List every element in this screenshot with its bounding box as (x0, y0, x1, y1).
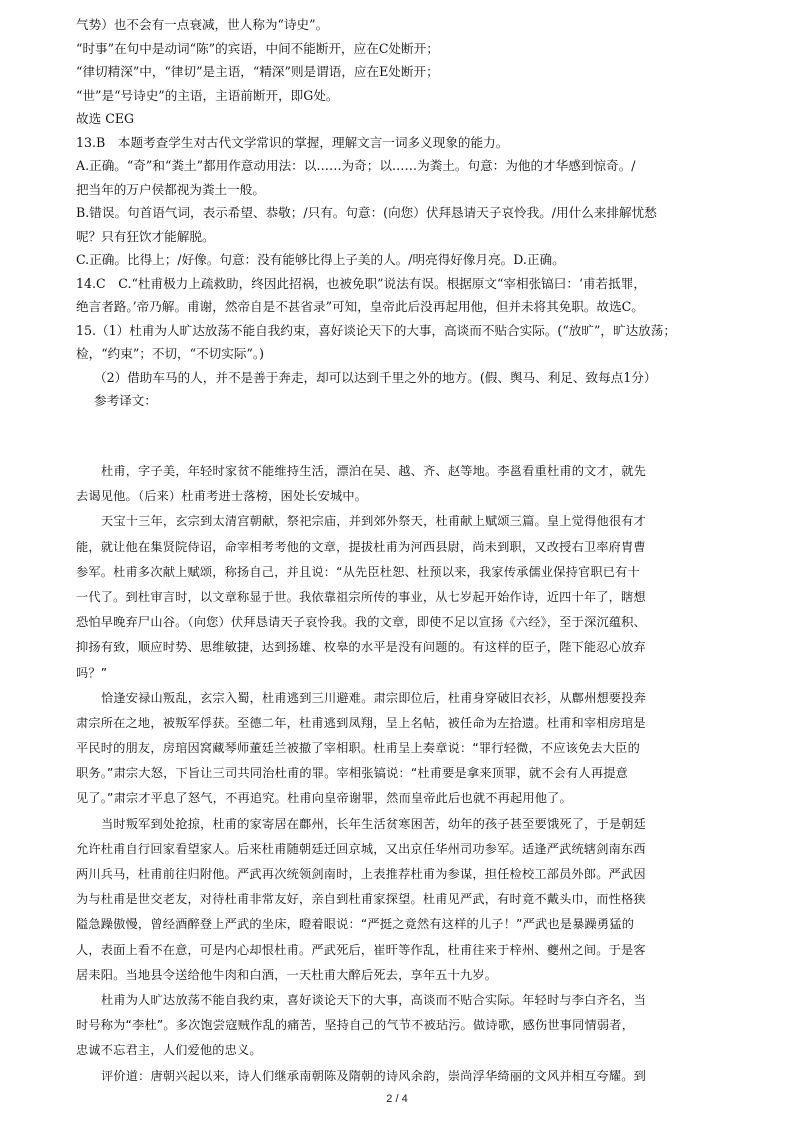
answer-line: 呢？只有狂饮才能解脱。 (76, 228, 215, 244)
translation-line: 为与杜甫是世交老友，对待杜甫非常友好，亲自到杜甫家探望。杜甫见严武，有时竟不戴头巾，而性格狭 (76, 892, 646, 907)
translation-line: 平民时的朋友，房琯因窝藏琴师董廷兰被撤了宰相职。杜甫呈上奏章说：“罪行轻微，不应该免去大臣的 (76, 741, 640, 756)
answer-line: C.正确。比得上；/好像。句意：没有能够比得上子美的人。/明亮得好像月亮。D.正确。 (76, 252, 565, 267)
translation-line: 评价道：唐朝兴起以来，诗人们继承南朝陈及隋朝的诗风余韵，崇尚浮华绮丽的文风并相互夸耀。到 (101, 1068, 647, 1083)
answer-line: 绝言者路。’帝乃解。甫谢，然帝自是不甚省录”可知，皇帝此后没再起用他，但并未将其免职。故选C。 (76, 299, 644, 314)
translation-line: 抑扬有致，顺应时势、思维敏捷，达到扬雄、枚皋的水平是没有问题的。有这样的臣子，陛下能忍心放弃 (76, 640, 646, 655)
translation-line: 隘急躁傲慢，曾经酒醉登上严武的坐床，瞪着眼说：“严挺之竟然有这样的儿子！”严武也是暴躁勇猛的 (76, 917, 635, 932)
translation-line: 居耒阳。当地县令送给他牛肉和白酒，一天杜甫大醉后死去，享年五十九岁。 (76, 967, 498, 982)
translation-line: 见了。”肃宗才平息了怒气，不再追究。杜甫向皇帝谢罪，然而皇帝此后也就不再起用他了。 (76, 791, 572, 806)
translation-line: 杜甫为人旷达放荡不能自我约束，喜好谈论天下的大事，高谈而不贴合实际。年轻时与李白齐名，当 (101, 992, 647, 1007)
answer-line: B.错误。句首语气词，表示希望、恭敬；/只有。句意：(向您）伏拜恳请天子哀怜我。/用什么来排解忧愁 (76, 205, 657, 220)
answer-line: 15.（1）杜甫为人旷达放荡不能自我约束，喜好谈论天下的大事，高谈而不贴合实际。(“放旷”，旷达放荡； (76, 322, 676, 338)
translation-line: 两川兵马，杜甫前往归附他。严武再次统领剑南时，上表推荐杜甫为参谋，担任检校工部员外郎。严武因 (76, 867, 646, 881)
translation-line: 杜甫，字子美，年轻时家贫不能维持生活，漂泊在吴、越、齐、赵等地。李邕看重杜甫的文才，就先 (101, 464, 647, 478)
translation-line: 恰逢安禄山叛乱，玄宗入蜀，杜甫逃到三川避难。肃宗即位后，杜甫身穿破旧衣衫，从鄜州想要投奔 (101, 690, 647, 705)
translation-line: 去谒见他。（后来）杜甫考进士落榜，困处长安城中。 (76, 489, 368, 504)
translation-line: 吗？” (76, 665, 108, 680)
answer-line: 13.B 本题考查学生对古代文学常识的掌握，理解文言一词多义现象的能力。 (76, 134, 509, 150)
answer-line: （2）借助车马的人，并不是善于奔走，却可以达到千里之外的地方。(假、舆马、利足、致每点1分） (94, 369, 657, 385)
answer-line: 检，“约束”；不切，“不切实际”。) (76, 346, 265, 361)
answer-line: 参考译文： (94, 393, 157, 408)
page-number: 2 / 4 (386, 1093, 408, 1105)
translation-line: 允许杜甫自行回家看望家人。后来杜甫随朝廷迁回京城，又出京任华州司功参军。适逢严武统辖剑南东西 (76, 841, 646, 856)
translation-line: 能，就让他在集贤院侍诏，命宰相考考他的文章，提拔杜甫为河西县尉，尚未到职，又改授右卫率府胄曹 (76, 539, 646, 554)
answer-explanations (76, 13, 728, 413)
translation-line: 恐怕早晚弃尸山谷。（向您）伏拜恳请天子哀怜我。我的文章，即使不足以宣扬《六经》，至于深沉蕴积、 (76, 615, 647, 630)
answer-line: “时事”在句中是动词“陈”的宾语，中间不能断开，应在C处断开； (76, 40, 439, 56)
reference-translation (76, 459, 728, 1089)
answer-line: 把当年的万户侯都视为粪土一般。 (76, 181, 265, 197)
translation-line: 忠诚不忘君主，人们爱他的忠义。 (76, 1043, 262, 1058)
translation-line: 一代了。到杜审言时，以文章称显于世。我依靠祖宗所传的事业，从七岁起开始作诗，近四十年了，瞎想 (76, 589, 646, 604)
answer-line: 14.C C.“杜甫极力上疏救助，终因此招祸，也被免职”说法有误。根据原文“宰相张镐曰：‘甫若抵罪， (76, 275, 646, 291)
answer-line: 气势）也不会有一点衰减，世人称为“诗史”。 (76, 17, 329, 32)
answer-line: A.正确。“奇”和“粪土”都用作意动用法：以……为奇；以……为粪土。句意：为他的才华感到惊奇。/ (76, 158, 636, 173)
answer-line: 故选 CEG (76, 111, 135, 126)
translation-line: 人，表面上看不在意，可是内心却恨杜甫。严武死后，崔旰等作乱，杜甫往来于梓州、夔州之间。于是客 (76, 942, 646, 957)
translation-line: 职务。”肃宗大怒，下旨让三司共同治杜甫的罪。宰相张镐说：“杜甫要是拿来顶罪，就不会有人再提意 (76, 766, 628, 781)
answer-line: “律切精深”中，“律切”是主语，“精深”则是谓语，应在E处断开； (76, 64, 439, 79)
translation-line: 肃宗所在之地，被叛军俘获。至德二年，杜甫逃到凤翔，呈上名帖，被任命为左拾遗。杜甫和宰相房琯是 (76, 715, 646, 730)
translation-line: 天宝十三年，玄宗到太清宫朝献，祭祀宗庙，并到郊外祭天，杜甫献上赋颂三篇。皇上觉得他很有才 (101, 514, 647, 529)
translation-line: 参军。杜甫多次献上赋颂，称扬自己，并且说：“从先臣杜恕、杜预以来，我家传承儒业保持官职已有十 (76, 564, 640, 579)
answer-line: “世”是“号诗史”的主语，主语前断开，即G处。 (76, 87, 339, 103)
translation-line: 当时叛军到处抢掠，杜甫的家寄居在鄜州，长年生活贫寒困苦，幼年的孩子甚至要饿死了，于是朝廷 (101, 816, 647, 831)
translation-line: 时号称为“李杜”。多次饱尝寇贼作乱的痛苦，坚持自己的气节不被玷污。做诗歌，感伤世事同情弱者， (76, 1018, 635, 1033)
